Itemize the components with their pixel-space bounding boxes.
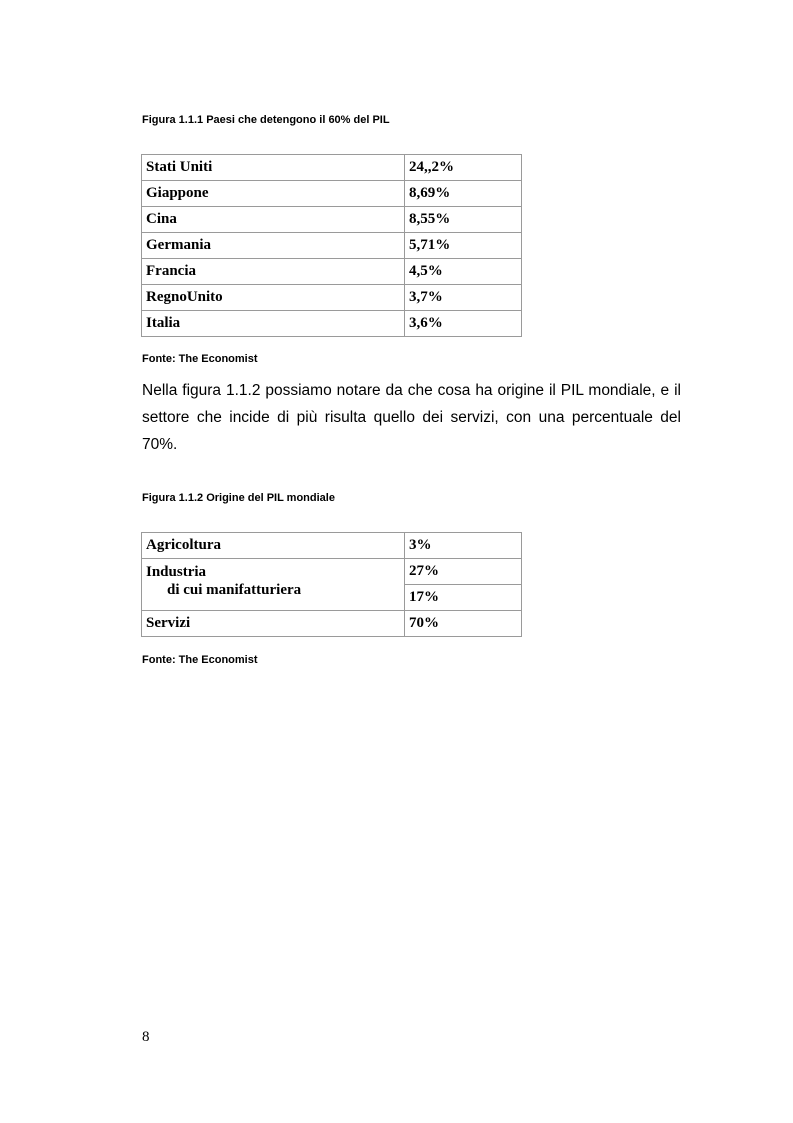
country-cell: Germania xyxy=(142,233,405,259)
country-cell: Stati Uniti xyxy=(142,155,405,181)
share-cell: 3,7% xyxy=(405,285,522,311)
sector-value-cell: 70% xyxy=(405,611,522,637)
share-cell: 4,5% xyxy=(405,259,522,285)
figure-2-source: Fonte: The Economist xyxy=(142,654,258,666)
country-cell: RegnoUnito xyxy=(142,285,405,311)
table-row xyxy=(142,207,522,233)
table-row xyxy=(142,311,522,337)
country-cell: Giappone xyxy=(142,181,405,207)
table-row xyxy=(142,155,522,181)
table-row xyxy=(142,181,522,207)
table-row xyxy=(142,259,522,285)
sector-value-cell: 3% xyxy=(405,533,522,559)
sector-cell xyxy=(142,559,405,611)
page-number: 8 xyxy=(142,1029,150,1045)
table-row xyxy=(142,611,522,637)
country-cell: Francia xyxy=(142,259,405,285)
gdp-countries-table xyxy=(141,154,522,337)
figure-1-caption: Figura 1.1.1 Paesi che detengono il 60% del PIL xyxy=(142,114,390,126)
share-cell: 3,6% xyxy=(405,311,522,337)
share-cell: 8,69% xyxy=(405,181,522,207)
sector-subvalue-cell: 17% xyxy=(405,585,522,611)
share-cell: 8,55% xyxy=(405,207,522,233)
table-row xyxy=(142,285,522,311)
sector-cell: Agricoltura xyxy=(142,533,405,559)
share-cell: 24,,2% xyxy=(405,155,522,181)
share-cell: 5,71% xyxy=(405,233,522,259)
manufacturing-sublabel: di cui manifatturiera xyxy=(167,582,302,598)
table-row xyxy=(142,233,522,259)
sector-value-cell: 27% xyxy=(405,559,522,585)
figure-1-source: Fonte: The Economist xyxy=(142,353,258,365)
body-paragraph: Nella figura 1.1.2 possiamo notare da che cosa ha origine il PIL mondiale, e il settore che incide di più risulta quello dei servizi, con una percentuale del 70%. xyxy=(142,382,681,453)
gdp-origin-table xyxy=(141,532,522,637)
sector-cell: Servizi xyxy=(142,611,405,637)
industry-label: Industria xyxy=(146,564,207,580)
country-cell: Italia xyxy=(142,311,405,337)
figure-2-caption: Figura 1.1.2 Origine del PIL mondiale xyxy=(142,492,335,504)
table-row xyxy=(142,533,522,559)
country-cell: Cina xyxy=(142,207,405,233)
table-row xyxy=(142,559,522,585)
